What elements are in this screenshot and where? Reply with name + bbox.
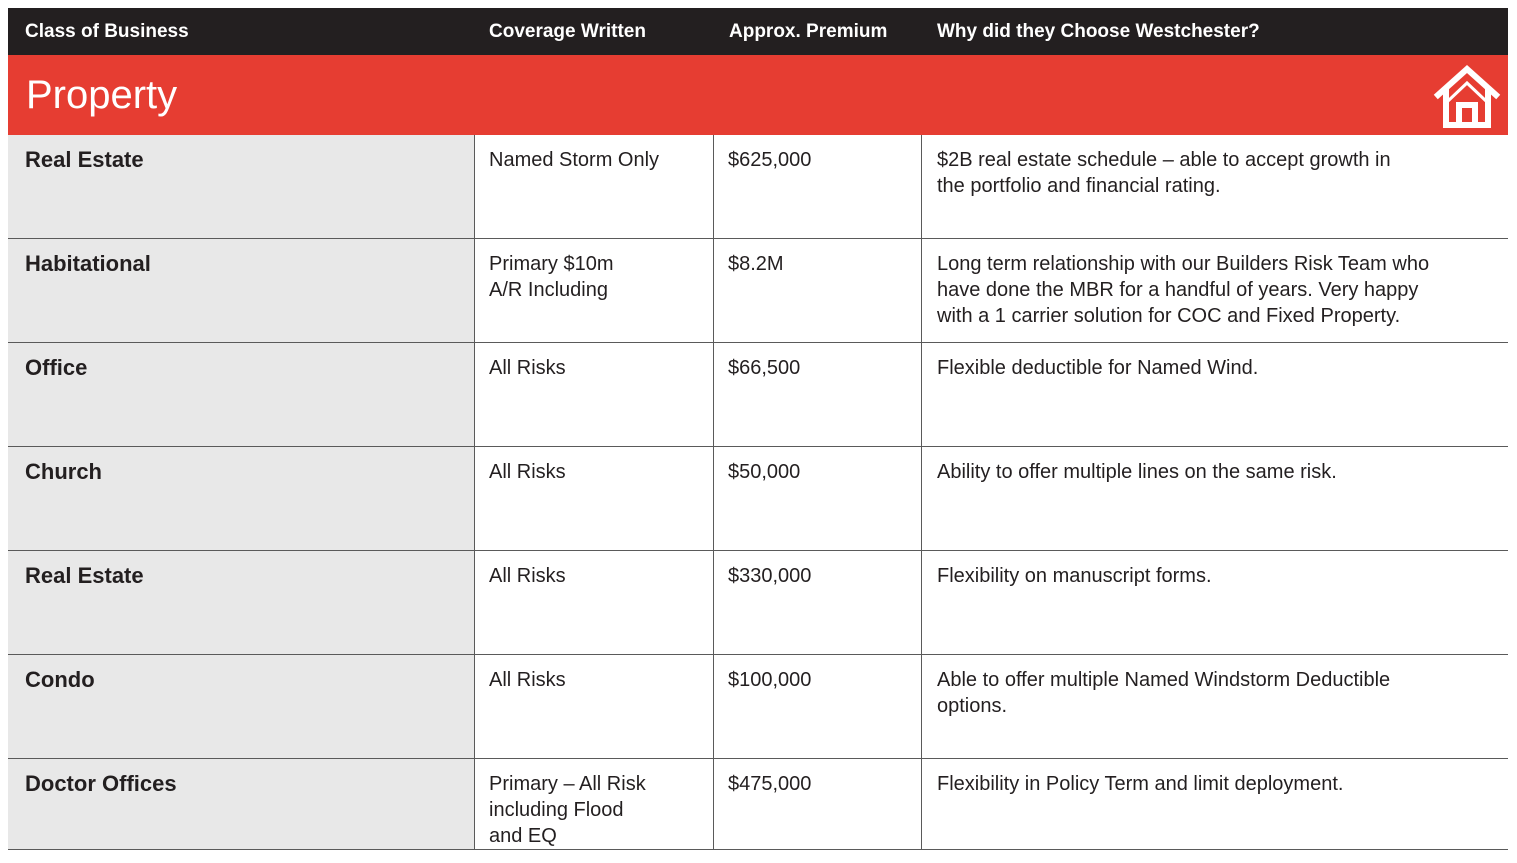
reason-line: Flexibility in Policy Term and limit deployment. — [937, 773, 1344, 795]
coverage-line: All Risks — [489, 669, 566, 691]
reason-line: with a 1 carrier solution for COC and Fixed Property. — [937, 305, 1401, 327]
reason-cell — [921, 135, 1508, 238]
reason-cell — [921, 551, 1508, 654]
table-row — [8, 135, 1508, 239]
coverage-line: and EQ — [489, 825, 557, 847]
class-of-business-cell: Office — [8, 343, 474, 446]
class-of-business-cell: Real Estate — [8, 135, 474, 238]
table-row — [8, 551, 1508, 655]
coverage-written-cell — [474, 239, 713, 342]
approx-premium-cell: $330,000 — [713, 551, 921, 654]
reason-cell — [921, 759, 1508, 849]
table-row — [8, 447, 1508, 551]
coverage-written-cell — [474, 655, 713, 758]
table-header — [8, 8, 1508, 55]
approx-premium-cell: $50,000 — [713, 447, 921, 550]
reason-line: Long term relationship with our Builders Risk Team who — [937, 253, 1430, 275]
class-of-business-cell: Condo — [8, 655, 474, 758]
reason-cell — [921, 447, 1508, 550]
section-title: Property — [26, 73, 178, 117]
coverage-line: including Flood — [489, 799, 624, 821]
table-row — [8, 239, 1508, 343]
coverage-written-cell — [474, 447, 713, 550]
coverage-line: Named Storm Only — [489, 149, 660, 171]
section-banner — [8, 55, 1508, 135]
approx-premium-cell: $475,000 — [713, 759, 921, 849]
reason-cell — [921, 343, 1508, 446]
coverage-written-cell — [474, 759, 713, 849]
class-of-business-cell: Real Estate — [8, 551, 474, 654]
reason-line: $2B real estate schedule – able to accept growth in — [937, 149, 1391, 171]
header-why-westchester: Why did they Choose Westchester? — [937, 21, 1260, 42]
reason-cell — [921, 239, 1508, 342]
coverage-line: All Risks — [489, 461, 566, 483]
approx-premium-cell: $66,500 — [713, 343, 921, 446]
table-row — [8, 343, 1508, 447]
reason-line: the portfolio and financial rating. — [937, 175, 1221, 197]
coverage-line: A/R Including — [489, 279, 608, 301]
coverage-written-cell — [474, 135, 713, 238]
coverage-line: All Risks — [489, 565, 566, 587]
header-class-of-business: Class of Business — [25, 21, 189, 42]
reason-line: Flexible deductible for Named Wind. — [937, 357, 1259, 379]
table-row — [8, 759, 1508, 850]
coverage-line: Primary – All Risk — [489, 773, 646, 795]
reason-line: Ability to offer multiple lines on the same risk. — [937, 461, 1337, 483]
reason-line: Flexibility on manuscript forms. — [937, 565, 1212, 587]
coverage-written-cell — [474, 551, 713, 654]
coverage-written-cell — [474, 343, 713, 446]
coverage-line: All Risks — [489, 357, 566, 379]
class-of-business-cell: Church — [8, 447, 474, 550]
house-icon — [1432, 61, 1502, 131]
approx-premium-cell: $100,000 — [713, 655, 921, 758]
header-coverage-written: Coverage Written — [489, 21, 646, 42]
reason-line: Able to offer multiple Named Windstorm Deductible — [937, 669, 1391, 691]
approx-premium-cell: $625,000 — [713, 135, 921, 238]
reason-cell — [921, 655, 1508, 758]
approx-premium-cell: $8.2M — [713, 239, 921, 342]
table-row — [8, 655, 1508, 759]
table-body — [8, 135, 1508, 850]
header-approx-premium: Approx. Premium — [729, 21, 888, 42]
class-of-business-cell: Doctor Offices — [8, 759, 474, 849]
class-of-business-cell: Habitational — [8, 239, 474, 342]
coverage-line: Primary $10m — [489, 253, 614, 275]
reason-line: options. — [937, 695, 1008, 717]
reason-line: have done the MBR for a handful of years. Very happy — [937, 279, 1419, 301]
